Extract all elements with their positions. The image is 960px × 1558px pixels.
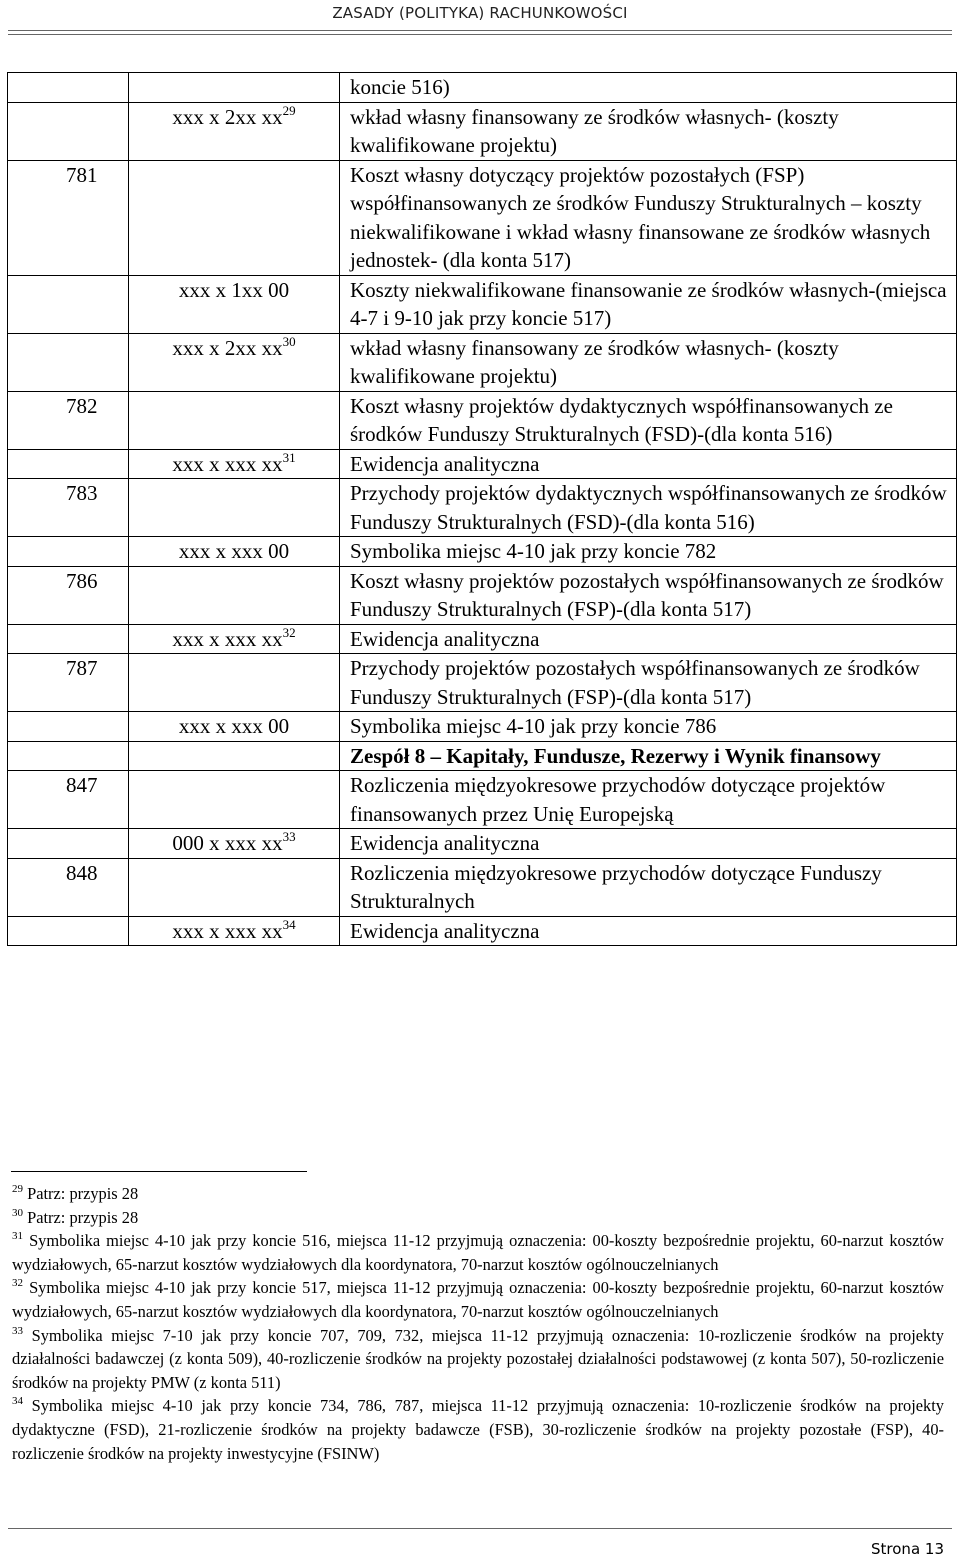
footnote: $^{33}$ Symbolika miejsc 7-10 jak przy koncie 707, 709, 732, miejsca 11-12 przyjmują oznaczenia: 10-rozliczenie środków na projekty działalności badawczej (z konta 509), 40-rozliczenie środków na projekty pozostałej działalności podstawowej (z konta 507), 50-rozliczenie środków na projekty PMW (z konta 511) [12, 1324, 944, 1392]
analytic-symbol [129, 654, 340, 712]
account-number [8, 102, 129, 160]
account-description: Rozliczenia międzyokresowe przychodów dotyczące projektów finansowanych przez Unię Europejską [340, 771, 957, 829]
footnotes [12, 1182, 944, 1465]
table-row [8, 73, 957, 103]
analytic-symbol [129, 858, 340, 916]
account-description: Koszt własny projektów dydaktycznych współfinansowanych ze środków Funduszy Strukturalnych (FSD)-(dla konta 516) [340, 391, 957, 449]
footer-rule [8, 1528, 952, 1529]
table-row [8, 160, 957, 275]
account-number [8, 916, 129, 946]
account-description: koncie 516) [340, 73, 957, 103]
account-number: 781 [8, 160, 129, 275]
analytic-symbol: xxx x 2xx $xx^{29}$ [129, 102, 340, 160]
analytic-symbol: 000 x xxx $xx^{33}$ [129, 829, 340, 859]
footnote: $^{34}$ Symbolika miejsc 4-10 jak przy koncie 734, 786, 787, miejsca 11-12 przyjmują oznaczenia: 10-rozliczenie środków na projekty dydaktyczne (FSD), 21-rozliczenie środków na projekty badawcze (FSB), 30-rozliczenie środków na projekty pozostałe (FSP), 40-rozliczenie środków na projekty inwestycyjne (FSINW) [12, 1395, 944, 1463]
analytic-symbol [129, 160, 340, 275]
account-description: Koszty niekwalifikowane finansowanie ze środków własnych-(miejsca 4-7 i 9-10 jak przy koncie 517) [340, 275, 957, 333]
account-number [8, 537, 129, 567]
page-number: Strona 13 [871, 1540, 944, 1558]
table-row [8, 741, 957, 771]
analytic-symbol: xxx x xxx $xx^{31}$ [129, 449, 340, 479]
account-description: Ewidencja analityczna [340, 449, 957, 479]
account-description: Rozliczenia międzyokresowe przychodów dotyczące Funduszy Strukturalnych [340, 858, 957, 916]
footnote: $^{31}$ Symbolika miejsc 4-10 jak przy koncie 516, miejsca 11-12 przyjmują oznaczenia: 00-koszty bezpośrednie projektu, 60-narzut kosztów wydziałowych, 65-narzut kosztów wydziałowych dla koordynatora, 70-narzut kosztów ogólnouczelnianych [12, 1230, 944, 1274]
table-row [8, 916, 957, 946]
footnote: $^{30}$ Patrz: przypis 28 [12, 1206, 139, 1227]
account-description: Symbolika miejsc 4-10 jak przy koncie 782 [340, 537, 957, 567]
table-row [8, 391, 957, 449]
table-row [8, 624, 957, 654]
account-description: Koszt własny dotyczący projektów pozostałych (FSP) współfinansowanych ze środków Funduszy Strukturalnych – koszty niekwalifikowane i wkład własny finansowane ze środków własnych jednostek- (dla konta 517) [340, 160, 957, 275]
account-description: Ewidencja analityczna [340, 916, 957, 946]
account-number [8, 73, 129, 103]
account-number [8, 624, 129, 654]
account-description: wkład własny finansowany ze środków własnych- (koszty kwalifikowane projektu) [340, 102, 957, 160]
analytic-symbol [129, 566, 340, 624]
section-heading: Zespół 8 – Kapitały, Fundusze, Rezerwy i Wynik finansowy [340, 741, 957, 771]
table-row [8, 858, 957, 916]
account-table [7, 72, 957, 946]
analytic-symbol [129, 391, 340, 449]
table-row [8, 829, 957, 859]
header-rule [8, 30, 952, 31]
account-description: Koszt własny projektów pozostałych współfinansowanych ze środków Funduszy Strukturalnych (FSP)-(dla konta 517) [340, 566, 957, 624]
table-row [8, 275, 957, 333]
account-number: 847 [8, 771, 129, 829]
account-description: Ewidencja analityczna [340, 624, 957, 654]
account-description: Przychody projektów dydaktycznych współfinansowanych ze środków Funduszy Strukturalnych (FSD)-(dla konta 516) [340, 479, 957, 537]
analytic-symbol [129, 73, 340, 103]
table-row [8, 771, 957, 829]
account-number [8, 333, 129, 391]
table-row [8, 654, 957, 712]
table-row [8, 537, 957, 567]
footnote-separator [11, 1171, 307, 1172]
account-number: 787 [8, 654, 129, 712]
account-number [8, 275, 129, 333]
table-row [8, 712, 957, 742]
analytic-symbol: xxx x 2xx $xx^{30}$ [129, 333, 340, 391]
footnote: $^{32}$ Symbolika miejsc 4-10 jak przy koncie 517, miejsca 11-12 przyjmują oznaczenia: 00-koszty bezpośrednie projektu, 60-narzut kosztów wydziałowych, 65-narzut kosztów wydziałowych dla koordynatora, 70-narzut kosztów ogólnouczelnianych [12, 1277, 944, 1321]
footnote: $^{29}$ Patrz: przypis 28 [12, 1183, 139, 1203]
table-row [8, 449, 957, 479]
analytic-symbol: xxx x xxx 00 [129, 537, 340, 567]
account-number: 786 [8, 566, 129, 624]
analytic-symbol: xxx x xxx $xx^{32}$ [129, 624, 340, 654]
table-row [8, 333, 957, 391]
analytic-symbol [129, 771, 340, 829]
analytic-symbol [129, 741, 340, 771]
account-description: Przychody projektów pozostałych współfinansowanych ze środków Funduszy Strukturalnych (FSP)-(dla konta 517) [340, 654, 957, 712]
account-number [8, 712, 129, 742]
running-header: ZASADY (POLITYKA) RACHUNKOWOŚCI [332, 4, 628, 22]
analytic-symbol: xxx x 1xx 00 [129, 275, 340, 333]
account-number [8, 449, 129, 479]
table-row [8, 479, 957, 537]
account-number: 783 [8, 479, 129, 537]
table-row [8, 102, 957, 160]
table-row [8, 566, 957, 624]
account-number: 782 [8, 391, 129, 449]
analytic-symbol [129, 479, 340, 537]
account-number [8, 829, 129, 859]
account-number: 848 [8, 858, 129, 916]
account-description: wkład własny finansowany ze środków własnych- (koszty kwalifikowane projektu) [340, 333, 957, 391]
analytic-symbol: xxx x xxx 00 [129, 712, 340, 742]
header-rule-2 [8, 34, 952, 35]
analytic-symbol: xxx x xxx $xx^{34}$ [129, 916, 340, 946]
account-description: Symbolika miejsc 4-10 jak przy koncie 786 [340, 712, 957, 742]
account-description: Ewidencja analityczna [340, 829, 957, 859]
account-number [8, 741, 129, 771]
